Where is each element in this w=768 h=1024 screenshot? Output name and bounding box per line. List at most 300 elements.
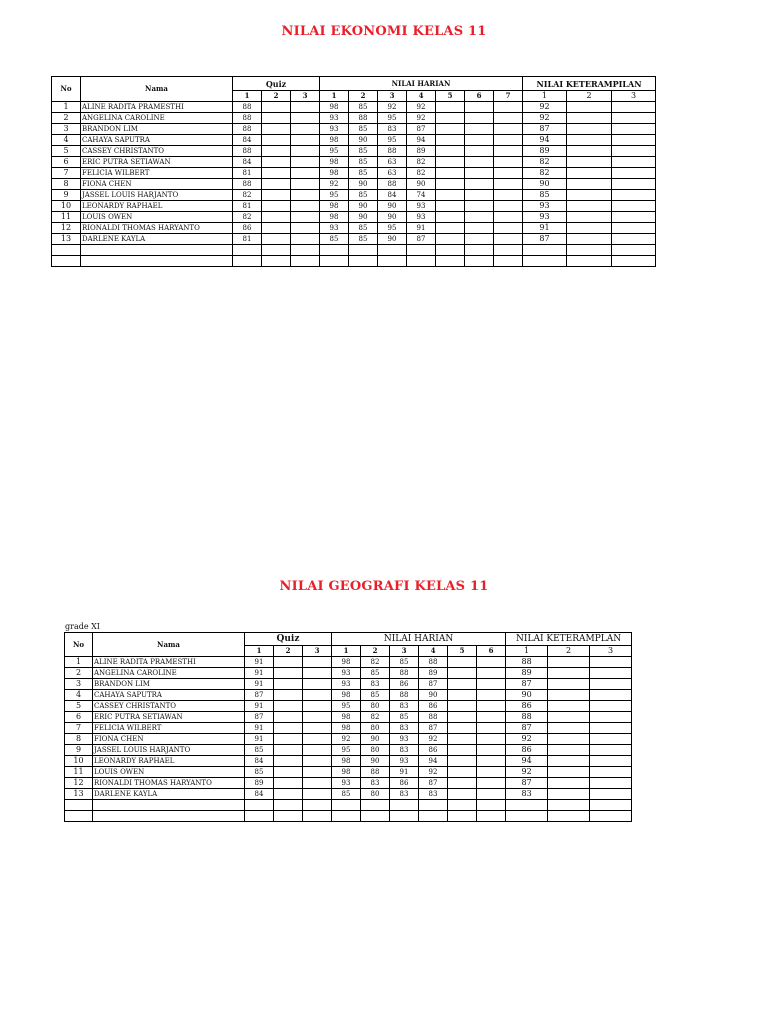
quiz-score [291,179,320,190]
keterampilan-score [590,789,632,800]
harian-score: 98 [320,212,349,223]
table-row [52,113,656,124]
quiz-score [303,701,332,712]
keterampilan-score: 82 [523,157,567,168]
empty-cell [590,811,632,822]
harian-score: 87 [419,778,448,789]
header-harian-7: 7 [494,91,523,102]
empty-cell [477,811,506,822]
harian-score: 83 [419,789,448,800]
row-no: 5 [65,701,93,712]
empty-row [65,800,632,811]
harian-score: 95 [378,223,407,234]
harian-score: 88 [349,113,378,124]
student-name: LOUIS OWEN [81,212,233,223]
harian-score [436,190,465,201]
keterampilan-score: 93 [523,212,567,223]
student-name: LEONARDY RAPHAEL [93,756,245,767]
harian-score: 85 [320,234,349,245]
harian-score [494,212,523,223]
keterampilan-score: 86 [506,745,548,756]
row-no: 8 [65,734,93,745]
harian-score: 98 [320,157,349,168]
empty-row [52,245,656,256]
keterampilan-score: 87 [523,234,567,245]
quiz-score [274,778,303,789]
harian-score: 80 [361,723,390,734]
row-no: 1 [52,102,81,113]
harian-score: 90 [349,179,378,190]
quiz-score: 85 [245,767,274,778]
quiz-score: 91 [245,701,274,712]
keterampilan-score [612,146,656,157]
harian-score: 93 [332,668,361,679]
quiz-score [274,690,303,701]
row-no: 3 [52,124,81,135]
harian-score: 83 [361,778,390,789]
harian-score [477,657,506,668]
table-row [52,201,656,212]
harian-score [494,124,523,135]
quiz-score [303,789,332,800]
quiz-score: 88 [233,179,262,190]
quiz-score: 82 [233,190,262,201]
harian-score [494,201,523,212]
keterampilan-score: 92 [523,113,567,124]
harian-score: 92 [407,102,436,113]
keterampilan-score [612,168,656,179]
student-name: FIONA CHEN [93,734,245,745]
keterampilan-score [590,668,632,679]
harian-score: 83 [378,124,407,135]
harian-score: 80 [361,745,390,756]
table-row [52,190,656,201]
empty-cell [419,800,448,811]
keterampilan-score [590,657,632,668]
keterampilan-score [567,113,612,124]
student-name: ALINE RADITA PRAMESTHI [93,657,245,668]
empty-cell [465,256,494,267]
harian-score [465,124,494,135]
harian-score: 92 [419,767,448,778]
row-no: 9 [65,745,93,756]
header-harian-3: 3 [390,646,419,657]
harian-score: 98 [320,168,349,179]
quiz-score [274,789,303,800]
harian-score [494,146,523,157]
harian-score [448,734,477,745]
keterampilan-score [548,778,590,789]
keterampilan-score [567,223,612,234]
quiz-score [291,113,320,124]
quiz-score [291,212,320,223]
quiz-score [274,723,303,734]
keterampilan-score [567,234,612,245]
keterampilan-score [590,734,632,745]
quiz-score [303,712,332,723]
harian-score: 87 [407,234,436,245]
empty-cell [320,256,349,267]
harian-score: 90 [349,135,378,146]
table-row [65,712,632,723]
empty-cell [349,256,378,267]
harian-score [436,113,465,124]
empty-cell [262,245,291,256]
keterampilan-score [590,745,632,756]
keterampilan-score: 83 [506,789,548,800]
keterampilan-score [548,657,590,668]
keterampilan-score: 94 [523,135,567,146]
harian-score: 95 [320,146,349,157]
table-row [52,102,656,113]
keterampilan-score [612,124,656,135]
keterampilan-score [548,701,590,712]
empty-cell [494,256,523,267]
harian-score: 93 [320,113,349,124]
quiz-score [291,135,320,146]
keterampilan-score [548,756,590,767]
harian-score [465,146,494,157]
empty-row [52,256,656,267]
empty-cell [378,245,407,256]
keterampilan-score: 91 [523,223,567,234]
harian-score: 85 [349,124,378,135]
quiz-score [303,734,332,745]
harian-score [436,157,465,168]
harian-score: 93 [332,679,361,690]
harian-score: 74 [407,190,436,201]
harian-score: 93 [320,124,349,135]
student-name: FELICIA WILBERT [93,723,245,734]
quiz-score: 84 [233,157,262,168]
harian-score: 90 [361,734,390,745]
empty-cell [65,811,93,822]
keterampilan-score [590,679,632,690]
quiz-score: 88 [233,124,262,135]
harian-score [448,668,477,679]
quiz-score [291,157,320,168]
quiz-score: 81 [233,201,262,212]
empty-cell [590,800,632,811]
harian-score [494,234,523,245]
quiz-score [291,234,320,245]
harian-score: 63 [378,168,407,179]
table-row [52,146,656,157]
empty-cell [612,245,656,256]
row-no: 7 [52,168,81,179]
quiz-score: 85 [245,745,274,756]
harian-score [448,745,477,756]
harian-score: 94 [419,756,448,767]
harian-score: 98 [332,712,361,723]
keterampilan-score [567,124,612,135]
quiz-score [303,778,332,789]
harian-score: 98 [320,201,349,212]
harian-score: 93 [390,756,419,767]
header-quiz: Quiz [245,633,332,646]
harian-score [494,190,523,201]
harian-score: 93 [320,223,349,234]
empty-cell [262,256,291,267]
harian-score [436,234,465,245]
table-row [52,234,656,245]
keterampilan-score [612,223,656,234]
quiz-score [262,113,291,124]
keterampilan-score: 90 [506,690,548,701]
harian-score [465,157,494,168]
empty-cell [332,800,361,811]
harian-score: 98 [332,657,361,668]
harian-score: 88 [419,657,448,668]
keterampilan-score [567,135,612,146]
quiz-score: 87 [245,712,274,723]
keterampilan-score [612,179,656,190]
keterampilan-score [612,190,656,201]
table-row [65,690,632,701]
harian-score: 87 [407,124,436,135]
harian-score: 82 [361,712,390,723]
header-keterampilan-2: 2 [567,91,612,102]
empty-cell [303,800,332,811]
harian-score [465,113,494,124]
table-row [65,657,632,668]
harian-score: 94 [407,135,436,146]
harian-score: 80 [361,701,390,712]
header-harian-1: 1 [332,646,361,657]
harian-score: 88 [390,668,419,679]
harian-score: 95 [378,113,407,124]
row-no: 13 [65,789,93,800]
table-row [65,745,632,756]
empty-cell [52,256,81,267]
harian-score: 90 [419,690,448,701]
empty-cell [548,811,590,822]
harian-score [436,223,465,234]
keterampilan-score: 89 [523,146,567,157]
quiz-score [262,168,291,179]
keterampilan-score [567,102,612,113]
quiz-score [262,201,291,212]
student-name: ERIC PUTRA SETIAWAN [93,712,245,723]
row-no: 8 [52,179,81,190]
harian-score: 82 [407,157,436,168]
row-no: 10 [65,756,93,767]
quiz-score [274,712,303,723]
harian-score [465,168,494,179]
harian-score [436,124,465,135]
keterampilan-score [548,712,590,723]
empty-cell [245,811,274,822]
harian-score [494,102,523,113]
student-name: BRANDON LIM [81,124,233,135]
keterampilan-score [612,135,656,146]
harian-score: 85 [349,157,378,168]
harian-score: 95 [332,701,361,712]
header-harian-3: 3 [378,91,407,102]
student-name: CAHAYA SAPUTRA [81,135,233,146]
row-no: 5 [52,146,81,157]
empty-cell [465,245,494,256]
student-name: DARLENE KAYLA [81,234,233,245]
keterampilan-score [612,201,656,212]
keterampilan-score [548,789,590,800]
harian-score [477,679,506,690]
student-name: FELICIA WILBERT [81,168,233,179]
table-row [65,767,632,778]
harian-score [477,778,506,789]
quiz-score: 82 [233,212,262,223]
header-nilai-keterampilan: NILAI KETERAMPLAN [506,633,632,646]
keterampilan-score: 93 [523,201,567,212]
harian-score: 86 [419,745,448,756]
header-harian-4: 4 [419,646,448,657]
table-row [52,135,656,146]
harian-score [436,102,465,113]
keterampilan-score [548,767,590,778]
harian-score: 87 [419,723,448,734]
empty-cell [320,245,349,256]
student-name: ERIC PUTRA SETIAWAN [81,157,233,168]
harian-score: 86 [390,778,419,789]
harian-score: 98 [332,767,361,778]
empty-cell [65,800,93,811]
quiz-score [262,234,291,245]
empty-cell [233,256,262,267]
quiz-score [303,668,332,679]
header-nilai-harian: NILAI HARIAN [332,633,506,646]
header-quiz-3: 3 [303,646,332,657]
header-nama: Nama [81,77,233,102]
harian-score: 63 [378,157,407,168]
keterampilan-score: 87 [506,723,548,734]
harian-score [465,223,494,234]
quiz-score [262,223,291,234]
student-name: BRANDON LIM [93,679,245,690]
header-harian-2: 2 [349,91,378,102]
header-quiz-2: 2 [274,646,303,657]
row-no: 10 [52,201,81,212]
harian-score [477,668,506,679]
row-no: 6 [65,712,93,723]
keterampilan-score [567,168,612,179]
ekonomi-title: NILAI EKONOMI KELAS 11 [281,24,487,39]
quiz-score [262,146,291,157]
keterampilan-score [590,701,632,712]
quiz-score [262,212,291,223]
harian-score: 85 [349,190,378,201]
empty-cell [448,800,477,811]
keterampilan-score [612,102,656,113]
keterampilan-score: 94 [506,756,548,767]
empty-cell [436,245,465,256]
keterampilan-score [548,745,590,756]
quiz-score: 88 [233,102,262,113]
student-name: CASSEY CHRISTANTO [81,146,233,157]
harian-score: 83 [390,745,419,756]
harian-score [436,212,465,223]
keterampilan-score [612,234,656,245]
quiz-score [274,657,303,668]
harian-score: 91 [390,767,419,778]
quiz-score: 81 [233,234,262,245]
harian-score: 82 [407,168,436,179]
harian-score: 98 [320,135,349,146]
quiz-score: 91 [245,679,274,690]
quiz-score [291,190,320,201]
empty-row [65,811,632,822]
header-harian-4: 4 [407,91,436,102]
keterampilan-score: 88 [506,712,548,723]
harian-score [477,701,506,712]
header-quiz: Quiz [233,77,320,91]
quiz-score [303,745,332,756]
student-name: JASSEL LOUIS HARJANTO [81,190,233,201]
header-quiz-1: 1 [245,646,274,657]
empty-cell [233,245,262,256]
student-name: ALINE RADITA PRAMESTHI [81,102,233,113]
keterampilan-score [590,712,632,723]
quiz-score [262,157,291,168]
harian-score: 85 [349,223,378,234]
row-no: 11 [52,212,81,223]
harian-score: 85 [390,657,419,668]
header-keterampilan-1: 1 [506,646,548,657]
table-row [65,723,632,734]
quiz-score: 84 [245,756,274,767]
keterampilan-score [612,212,656,223]
harian-score: 92 [419,734,448,745]
harian-score: 85 [349,102,378,113]
empty-cell [407,256,436,267]
harian-score [477,723,506,734]
harian-score: 98 [332,690,361,701]
empty-cell [52,245,81,256]
empty-cell [93,811,245,822]
keterampilan-score [567,212,612,223]
quiz-score [303,723,332,734]
harian-score: 85 [390,712,419,723]
row-no: 3 [65,679,93,690]
row-no: 2 [52,113,81,124]
empty-cell [390,811,419,822]
header-keterampilan-1: 1 [523,91,567,102]
keterampilan-score [612,157,656,168]
empty-cell [291,256,320,267]
harian-score [465,234,494,245]
geografi-table [64,632,632,822]
harian-score: 90 [361,756,390,767]
empty-cell [361,800,390,811]
harian-score: 92 [378,102,407,113]
harian-score: 95 [332,745,361,756]
header-quiz-2: 2 [262,91,291,102]
harian-score: 85 [361,690,390,701]
row-no: 13 [52,234,81,245]
keterampilan-score: 89 [506,668,548,679]
student-name: LEONARDY RAPHAEL [81,201,233,212]
harian-score [494,223,523,234]
harian-score [436,201,465,212]
empty-cell [332,811,361,822]
student-name: FIONA CHEN [81,179,233,190]
row-no: 1 [65,657,93,668]
quiz-score [303,690,332,701]
header-harian-5: 5 [436,91,465,102]
keterampilan-score [567,146,612,157]
harian-score: 89 [419,668,448,679]
empty-cell [378,256,407,267]
harian-score: 88 [390,690,419,701]
